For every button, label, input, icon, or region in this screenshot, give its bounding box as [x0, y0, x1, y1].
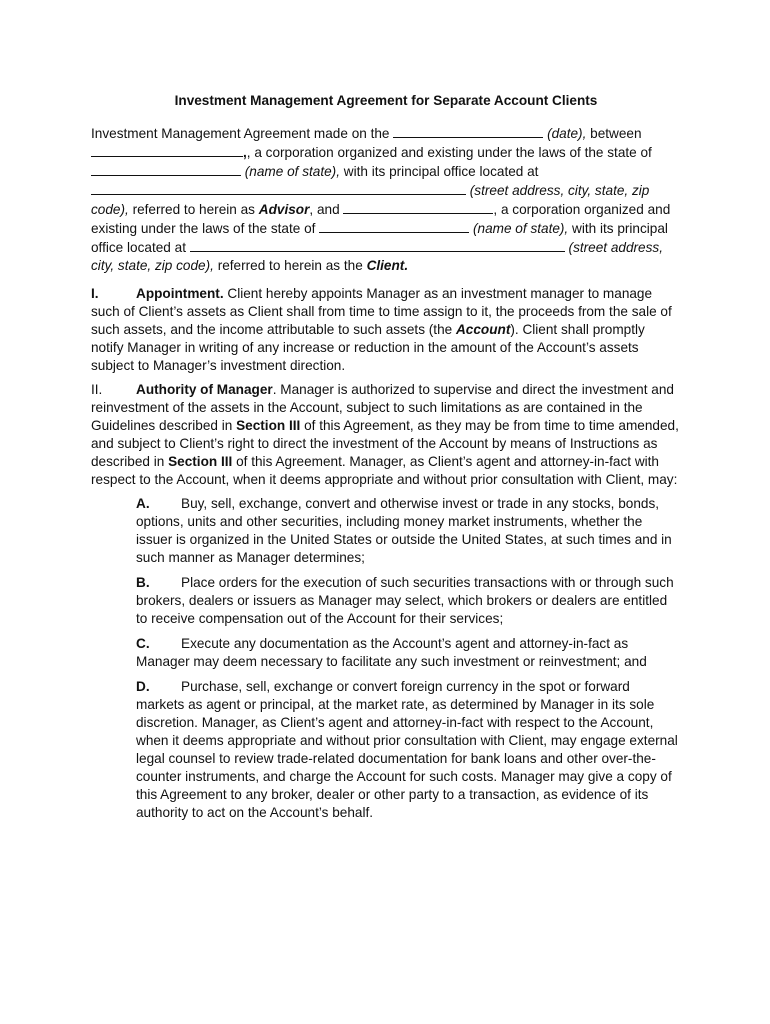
list-item-letter: B.: [136, 575, 150, 590]
intro-between: between: [590, 126, 642, 141]
section-heading: Appointment.: [136, 286, 224, 301]
state1-hint: (name of state),: [244, 164, 340, 179]
intro-paragraph: Investment Management Agreement made on the (date), between ,, a corporation organized and existing under the laws of the state of (name of state), with its principal office located at (street address, city, state, zip code), referred to herein as Advisor, and , a corporation organized and existing under the laws of the state of (name of state), with its principal office located at (street address, city, state, zip code), referred to herein as the Client.: [91, 126, 671, 273]
list-item-text: Buy, sell, exchange, convert and otherwise invest or trade in any stocks, bonds, options, units and other securities, including money market instruments, whether the issuer is organized in the United States or outside the United States, at such times and in such manner as Manager determines;: [136, 496, 672, 565]
advisor-term: Advisor: [258, 202, 310, 217]
intro-referred-advisor: referred to herein as: [132, 202, 255, 217]
list-item-letter: A.: [136, 496, 150, 511]
state2-hint-a: (name of: [473, 221, 527, 236]
section-reference: Section III: [168, 454, 233, 469]
section-appointment: [91, 285, 681, 375]
party1-blank: [91, 143, 243, 157]
party2-blank: [343, 200, 493, 214]
intro-state-of: the state of: [584, 145, 652, 160]
section-reference: Section III: [236, 418, 301, 433]
list-item-text: Execute any documentation as the Account’s agent and attorney-in-fact as Manager may deem necessary to facilitate any such investment or reinvestment; and: [136, 636, 647, 669]
list-item: [136, 574, 681, 628]
code2-hint: code),: [176, 258, 214, 273]
account-term: Account: [455, 322, 511, 337]
code1-hint: code),: [91, 202, 129, 217]
state2-blank: [319, 219, 469, 233]
state1-blank: [91, 162, 241, 176]
document-page: [91, 92, 681, 829]
intro-principal-office: with its principal office located at: [343, 164, 539, 179]
intro-referred-client: referred to herein as the: [217, 258, 363, 273]
section-text: ). Client shall promptly notify Manager in writing of any increase or reduction in the amount of the Account’s assets subject to Manager’s investment direction.: [91, 322, 645, 373]
client-term: Client.: [366, 258, 409, 273]
section-authority: [91, 381, 681, 489]
list-item-text: Place orders for the execution of such securities transactions with or through such brokers, dealers or issuers as Manager may select, which brokers or dealers are entitled to receive compensation out of the Account for their services;: [136, 575, 674, 626]
address1-blank: [91, 181, 466, 195]
list-item-letter: D.: [136, 679, 150, 694]
intro-corp2: , a corporation: [493, 202, 581, 217]
section-number: I.: [91, 286, 99, 301]
document-title: Investment Management Agreement for Separate Account Clients: [174, 93, 598, 108]
date-blank: [393, 124, 543, 138]
intro-and: , and: [309, 202, 340, 217]
section-text: of this Agreement, as they may be from time to time amended, and subject to Client’s right to direct the investment of the Account by means of Instructions as described in: [91, 418, 679, 469]
section-text: . Manager is authorized to supervise and direct the investment and reinvestment of the assets in the Account, subject to such limitations as are contained in the Guidelines described in: [91, 382, 674, 433]
section-heading: Authority of Manager: [136, 382, 273, 397]
state2-hint-b: state),: [530, 221, 569, 236]
list-item: [136, 635, 681, 671]
intro-principal2: with its principal office located at: [91, 221, 668, 255]
section-number: II.: [91, 382, 103, 397]
intro-organized2: organized and existing under the laws of the state of: [91, 202, 671, 236]
date-hint: (date),: [547, 126, 587, 141]
address2-hint: (street address, city, state, zip: [91, 240, 663, 273]
section-text: Client hereby appoints Manager as an investment manager to manage such of Client’s assets as Client shall from time to time assign to it, the proceeds from the sale of such assets, and the income attributable to such assets (the: [91, 286, 672, 337]
section-text: of this Agreement. Manager, as Client’s agent and attorney-in-fact with respect to the Account, when it deems appropriate and without prior consultation with Client, may:: [91, 454, 678, 487]
intro-corp: , a corporation organized and existing under the laws of: [246, 145, 581, 160]
address2-blank: [190, 238, 565, 252]
intro-made-on: Investment Management Agreement made on the: [91, 126, 390, 141]
list-item: [136, 678, 681, 822]
list-item-letter: C.: [136, 636, 150, 651]
address1-hint: (street address, city, state, zip: [469, 183, 650, 198]
list-item: [136, 495, 681, 567]
list-item-text: Purchase, sell, exchange or convert foreign currency in the spot or forward markets as agent or principal, at the market rate, as determined by Manager in its sole discretion. Manager, as Client’s agent and attorney-in-fact with respect to the Account, when it deems appropriate and without prior consultation with Client, may engage external legal counsel to review trade-related documentation for bank loans and other over-the-counter instruments, and charge the Account for such costs. Manager may give a copy of this Agreement to any broker, dealer or other party to a transaction, as evidence of its authority to act on the Account’s behalf.: [136, 679, 678, 820]
